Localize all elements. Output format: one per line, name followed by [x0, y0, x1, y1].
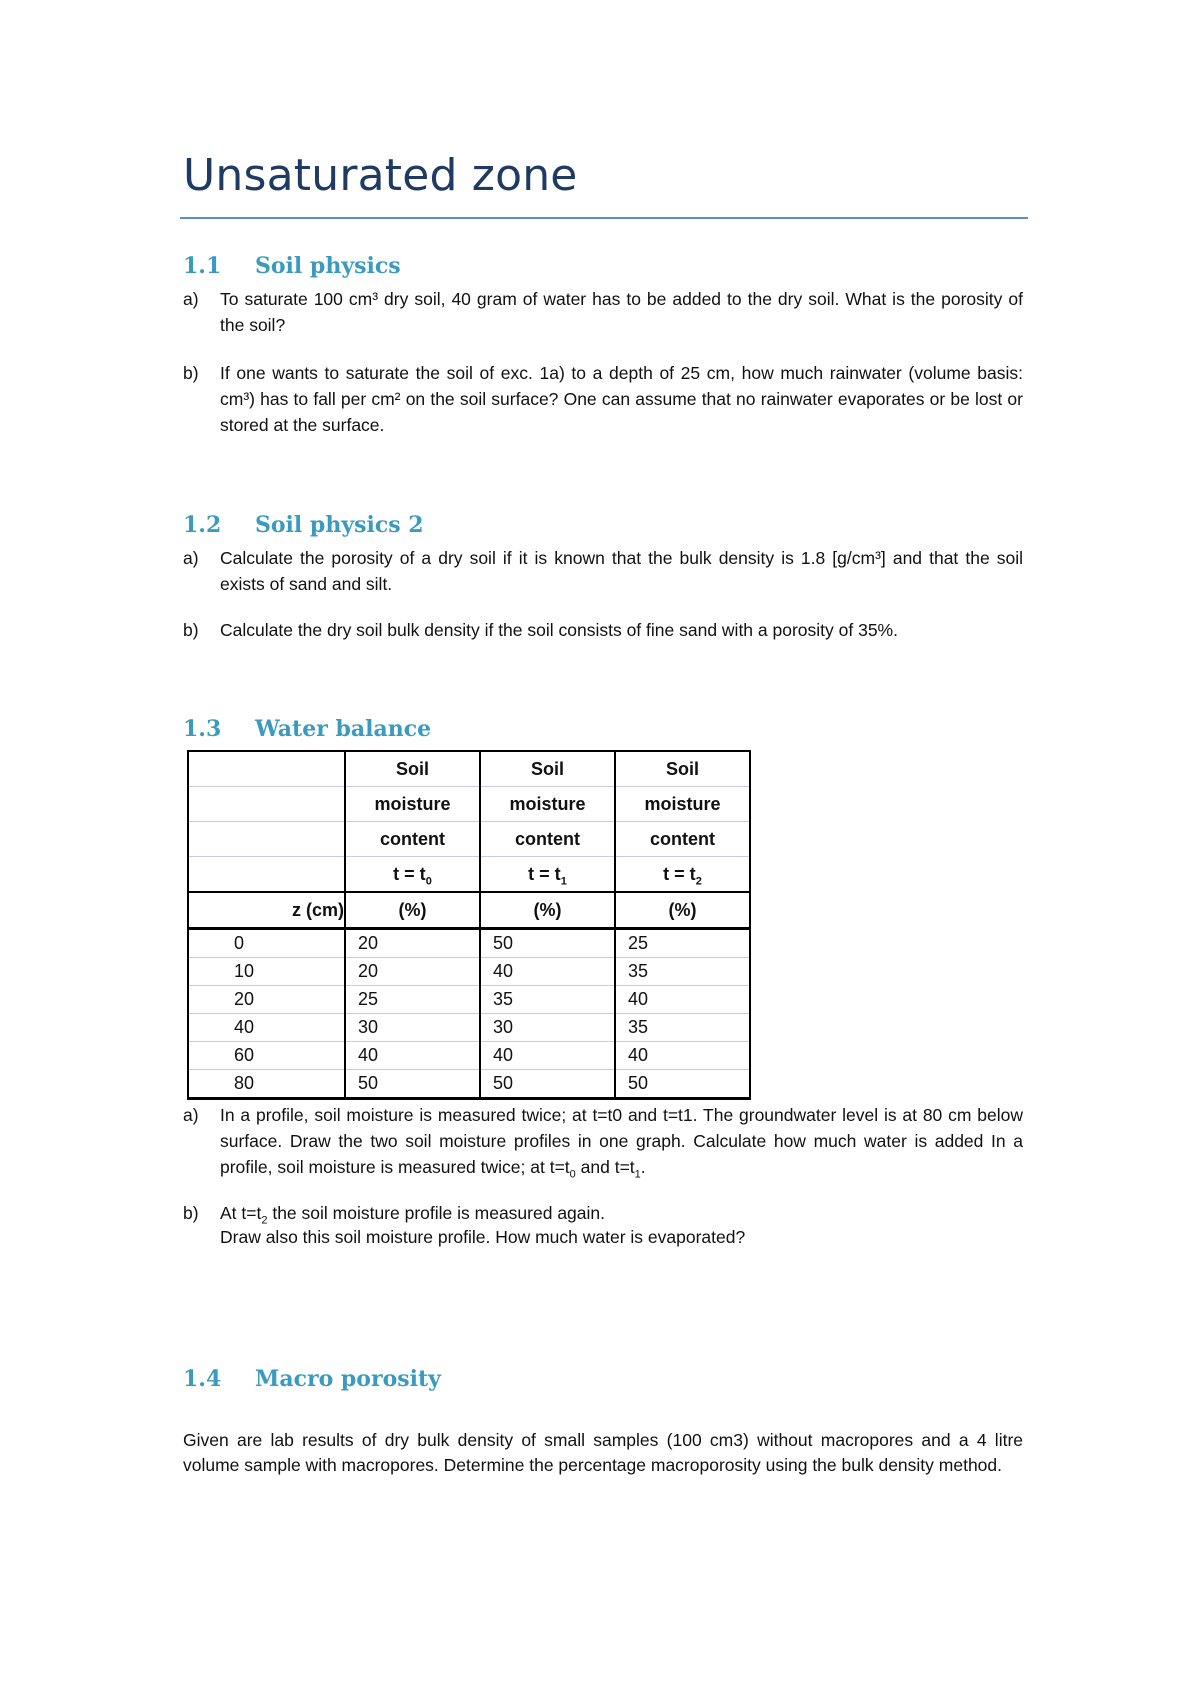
- question-text-part: and t=t: [575, 1157, 635, 1177]
- unit-cell: (%): [615, 892, 750, 929]
- value-cell: 30: [480, 1014, 615, 1042]
- question-1-2-b: [183, 617, 1023, 643]
- question-text-part: At t=t: [220, 1203, 262, 1223]
- question-label: b): [183, 620, 199, 640]
- subscript: 2: [261, 1214, 268, 1227]
- question-text: Calculate the porosity of a dry soil if it is known that the bulk density is 1.8 [g/cm³] and that the soil exists of sand and silt.: [220, 548, 1023, 594]
- header-cell: moisture: [480, 787, 615, 822]
- header-cell-time: [345, 857, 480, 893]
- value-cell: 40: [615, 1042, 750, 1070]
- z-cell: 80: [188, 1070, 345, 1099]
- value-cell: 30: [345, 1014, 480, 1042]
- section-title: Soil physics: [255, 253, 401, 279]
- table-row: [188, 986, 750, 1014]
- header-cell-empty: [188, 751, 345, 787]
- time-prefix: t = t: [393, 863, 426, 884]
- subscript: 0: [569, 1168, 576, 1181]
- time-subscript: 1: [560, 875, 567, 888]
- question-text: To saturate 100 cm³ dry soil, 40 gram of water has to be added to the dry soil. What is the porosity of the soil?: [220, 289, 1023, 335]
- question-label: a): [183, 548, 199, 568]
- question-label: b): [183, 1203, 199, 1223]
- value-cell: 25: [345, 986, 480, 1014]
- header-cell: content: [480, 822, 615, 857]
- header-cell: Soil: [345, 751, 480, 787]
- time-prefix: t = t: [663, 863, 696, 884]
- question-text-part: .: [640, 1157, 646, 1177]
- question-text-part: Draw also this soil moisture profile. How much water is evaporated?: [220, 1227, 746, 1247]
- section-heading-1-1: [183, 253, 401, 279]
- header-cell-time: [480, 857, 615, 893]
- question-1-1-b: [183, 360, 1023, 438]
- table-row: [188, 958, 750, 986]
- header-cell: moisture: [345, 787, 480, 822]
- question-text: Calculate the dry soil bulk density if the soil consists of fine sand with a porosity of 35%.: [220, 620, 898, 640]
- value-cell: 40: [480, 1042, 615, 1070]
- question-text-part: In a profile, soil moisture is measured twice; at t=t0 and t=t1. The groundwater level is at 80 cm below surface. Draw the two soil moisture profiles in one graph. Calculate how much water is added In a profile, soil moisture is measured twice; at t=t: [220, 1105, 1023, 1177]
- value-cell: 25: [615, 929, 750, 958]
- z-header-cell: z (cm): [188, 892, 345, 929]
- question-text: [220, 1201, 1023, 1249]
- page-title: Unsaturated zone: [183, 150, 578, 201]
- section-title: Soil physics 2: [255, 512, 424, 538]
- header-cell-time: [615, 857, 750, 893]
- value-cell: 40: [615, 986, 750, 1014]
- section-title: Water balance: [255, 716, 432, 742]
- section-number: 1.4: [183, 1366, 222, 1392]
- header-cell-empty: [188, 857, 345, 893]
- z-cell: 0: [188, 929, 345, 958]
- z-cell: 10: [188, 958, 345, 986]
- section-heading-1-2: [183, 512, 424, 538]
- question-text: If one wants to saturate the soil of exc. 1a) to a depth of 25 cm, how much rainwater (volume basis: cm³) has to fall per cm² on the soil surface? One can assume that no rainwater evaporates or be lost or stored at the surface.: [220, 363, 1023, 435]
- header-cell: content: [345, 822, 480, 857]
- section-heading-1-4: [183, 1366, 441, 1392]
- unit-cell: (%): [480, 892, 615, 929]
- soil-moisture-table: [187, 750, 751, 1100]
- section-heading-1-3: [183, 716, 431, 742]
- paragraph-1-4: Given are lab results of dry bulk density of small samples (100 cm3) without macropores and a 4 litre volume sample with macropores. Determine the percentage macroporosity using the bulk density method.: [183, 1430, 1023, 1475]
- question-1-3-a: [183, 1102, 1023, 1180]
- table-row: [188, 1042, 750, 1070]
- header-cell: moisture: [615, 787, 750, 822]
- z-cell: 60: [188, 1042, 345, 1070]
- value-cell: 50: [480, 929, 615, 958]
- section-title: Macro porosity: [255, 1366, 441, 1392]
- value-cell: 50: [345, 1070, 480, 1099]
- z-cell: 20: [188, 986, 345, 1014]
- question-1-2-a: [183, 545, 1023, 597]
- unit-cell: (%): [345, 892, 480, 929]
- section-number: 1.2: [183, 512, 222, 538]
- header-cell: content: [615, 822, 750, 857]
- section-number: 1.3: [183, 716, 222, 742]
- table-row: [188, 929, 750, 958]
- question-text: [220, 1102, 1023, 1180]
- value-cell: 35: [615, 1014, 750, 1042]
- question-label: b): [183, 363, 199, 383]
- header-cell-empty: [188, 822, 345, 857]
- time-subscript: 0: [425, 875, 432, 888]
- header-cell: Soil: [480, 751, 615, 787]
- header-cell: Soil: [615, 751, 750, 787]
- value-cell: 35: [480, 986, 615, 1014]
- section-number: 1.1: [183, 253, 222, 279]
- value-cell: 35: [615, 958, 750, 986]
- table-row: [188, 1014, 750, 1042]
- title-underline: [180, 217, 1028, 219]
- question-label: a): [183, 289, 199, 309]
- question-1-3-b: [183, 1201, 1023, 1249]
- header-cell-empty: [188, 787, 345, 822]
- value-cell: 20: [345, 929, 480, 958]
- value-cell: 40: [480, 958, 615, 986]
- table-row: [188, 1070, 750, 1099]
- value-cell: 50: [615, 1070, 750, 1099]
- question-1-1-a: [183, 286, 1023, 338]
- question-text-part: the soil moisture profile is measured again.: [267, 1203, 605, 1223]
- value-cell: 50: [480, 1070, 615, 1099]
- value-cell: 40: [345, 1042, 480, 1070]
- question-label: a): [183, 1105, 199, 1125]
- z-cell: 40: [188, 1014, 345, 1042]
- value-cell: 20: [345, 958, 480, 986]
- time-prefix: t = t: [528, 863, 561, 884]
- subscript: 1: [634, 1168, 641, 1181]
- time-subscript: 2: [695, 875, 702, 888]
